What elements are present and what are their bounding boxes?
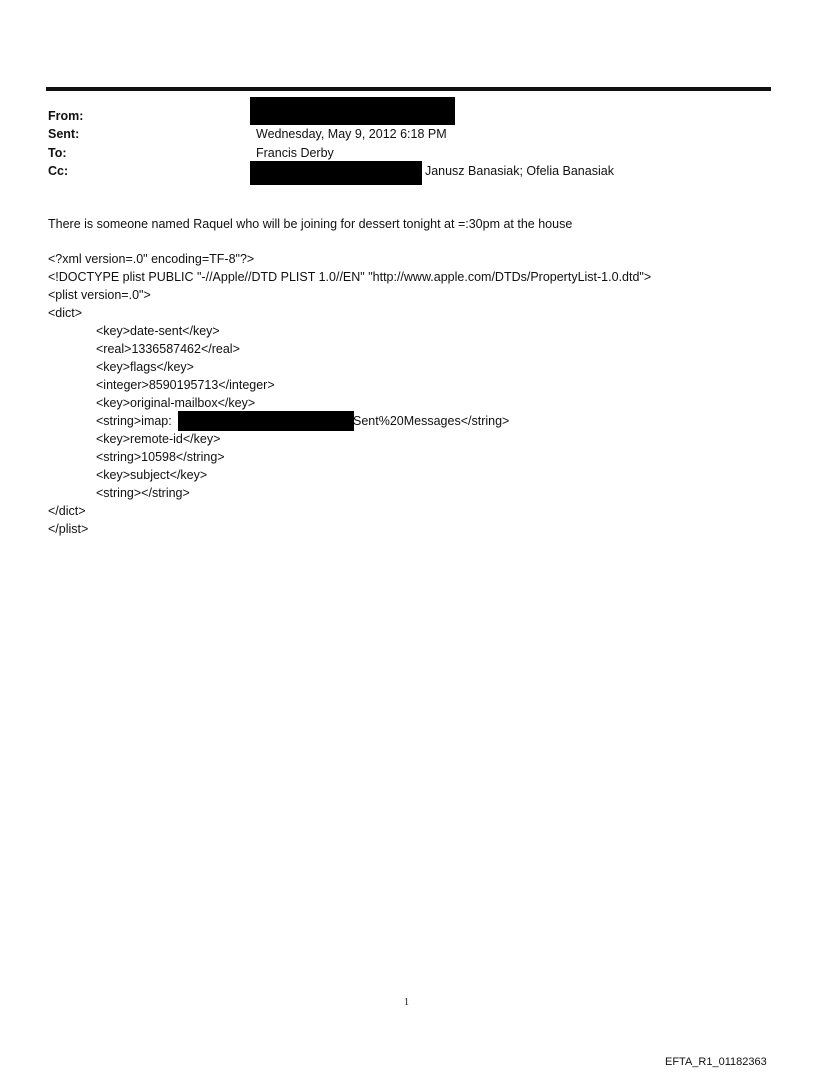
dict-close: </dict> xyxy=(48,504,86,518)
to-value: Francis Derby xyxy=(256,146,334,160)
plist-line: <string></string> xyxy=(96,486,190,500)
plist-line: <key>original-mailbox</key> xyxy=(96,396,256,410)
plist-line: Sent%20Messages</string> xyxy=(353,414,510,428)
bates-number: EFTA_R1_01182363 xyxy=(665,1056,767,1068)
plist-line: <integer>8590195713</integer> xyxy=(96,378,275,392)
plist-open: <plist version=.0"> xyxy=(48,288,151,302)
plist-line: <key>subject</key> xyxy=(96,468,208,482)
to-label: To: xyxy=(48,146,67,160)
plist-line: <key>remote-id</key> xyxy=(96,432,221,446)
plist-line: <string>10598</string> xyxy=(96,450,225,464)
from-redaction xyxy=(250,97,455,125)
dict-open: <dict> xyxy=(48,306,83,320)
cc-label: Cc: xyxy=(48,164,69,178)
xml-declaration: <?xml version=.0" encoding=TF-8"?> xyxy=(48,252,255,266)
sent-value: Wednesday, May 9, 2012 6:18 PM xyxy=(256,127,447,141)
plist-line: <real>1336587462</real> xyxy=(96,342,240,356)
cc-redaction xyxy=(250,161,422,185)
plist-close: </plist> xyxy=(48,522,89,536)
plist-line: <string>imap: xyxy=(96,414,172,428)
plist-line: <key>date-sent</key> xyxy=(96,324,220,338)
mailbox-redaction xyxy=(178,411,354,431)
plist-line: <key>flags</key> xyxy=(96,360,194,374)
page-number: 1 xyxy=(404,997,409,1008)
cc-value: ; Janusz Banasiak; Ofelia Banasiak xyxy=(418,164,614,178)
message-text: There is someone named Raquel who will be joining for dessert tonight at =:30pm at the house xyxy=(48,217,573,231)
sent-label: Sent: xyxy=(48,127,80,141)
doctype-line: <!DOCTYPE plist PUBLIC "-//Apple//DTD PLIST 1.0//EN" "http://www.apple.com/DTDs/PropertyList-1.0.dtd"> xyxy=(48,270,652,284)
header-rule xyxy=(46,87,771,91)
from-label: From: xyxy=(48,109,84,123)
